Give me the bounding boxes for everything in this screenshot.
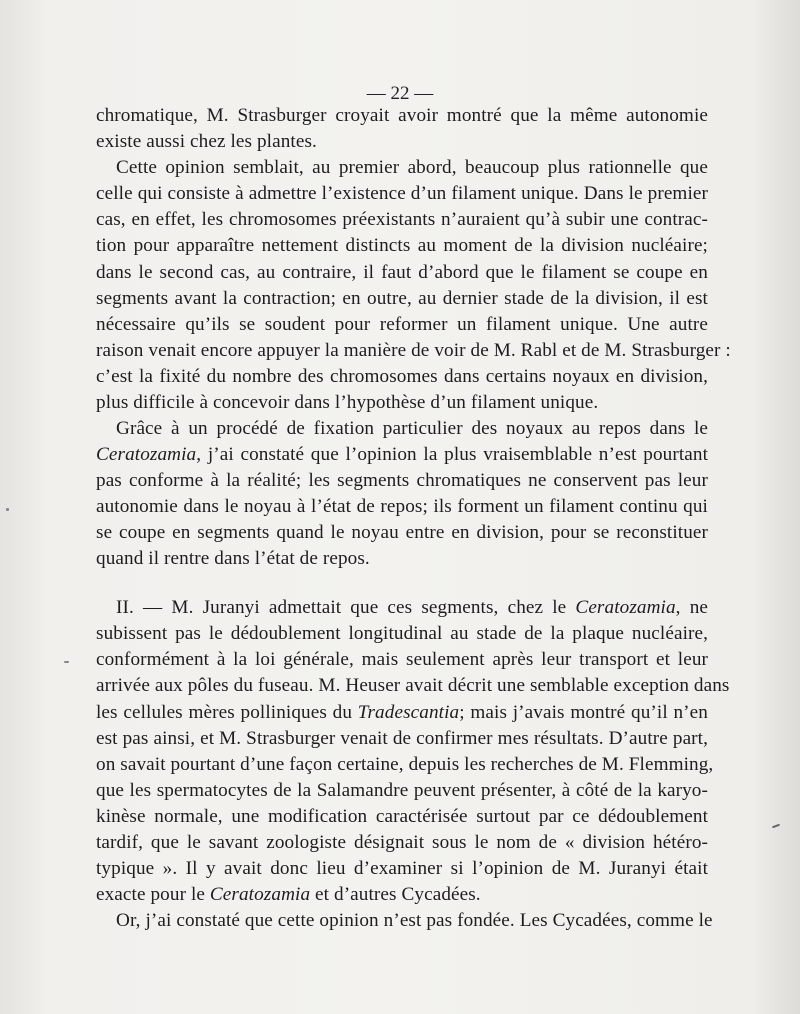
text-line [96,260,708,286]
text-line [96,233,708,259]
text-run: existe aussi chez les plantes. [96,131,317,152]
text-line [96,129,708,155]
text-run: on savait pourtant d’une façon certaine, depuis les recherches de M. Flemming, [96,754,714,775]
text-run: cas, en effet, les chromosomes préexistants n’auraient qu’à subir une contrac- [96,209,708,230]
text-run: nécessaire qu’ils se soudent pour reformer un filament unique. Une autre [96,314,708,335]
text-run: autonomie dans le noyau à l’état de repos; ils forment un filament continu qui [96,496,708,517]
text-line [96,595,708,621]
text-line [96,494,708,520]
text-line [96,673,730,699]
text-run: segments avant la contraction; en outre, au dernier stade de la division, il est [96,288,708,309]
text-run: que les spermatocytes de la Salamandre peuvent présenter, à côté de la karyo- [96,780,708,801]
text-run: dans le second cas, au contraire, il faut d’abord que le filament se coupe en [96,262,708,283]
text-line [96,830,708,856]
text-run: pas conforme à la réalité; les segments chromatiques ne conservent pas leur [96,470,708,491]
text-line [96,778,708,804]
text-run: raison venait encore appuyer la manière de voir de M. Rabl et de M. Strasburger : [96,340,731,361]
text-line [96,647,708,673]
text-line [96,416,708,442]
text-run: est pas ainsi, et M. Strasburger venait de confirmer mes résultats. D’autre part, [96,728,708,749]
page-number: — 22 — [366,83,434,104]
margin-mark [772,824,780,829]
text-line [96,882,708,908]
text-run: les cellules mères polliniques du [96,702,358,723]
text-run: subissent pas le dédoublement longitudinal au stade de la plaque nucléaire, [96,623,708,644]
text-run: exacte pour le [96,884,210,905]
text-run: se coupe en segments quand le noyau entre en division, pour se reconstituer [96,522,708,543]
text-line [96,155,708,181]
italic-term: Ceratozamia [209,884,311,905]
text-run: Cette opinion semblait, au premier abord, beaucoup plus rationnelle que [116,157,708,178]
margin-mark [64,661,69,663]
text-line [96,442,708,468]
margin-mark [6,508,9,511]
text-run: arrivée aux pôles du fuseau. M. Heuser avait décrit une semblable exception dans [96,675,730,696]
text-line [96,286,708,312]
text-run: Grâce à un procédé de fixation particulier des noyaux au repos dans le [116,418,708,439]
text-line [96,364,708,390]
italic-term: Tradescantia [357,702,460,723]
text-line [96,546,708,572]
text-line [96,621,708,647]
text-line [96,207,708,233]
italic-term: Ceratozamia [575,597,676,618]
text-line [96,468,708,494]
text-run: II. — M. Juranyi admettait que ces segments, chez le [116,597,576,618]
text-line [96,804,708,830]
text-run: plus difficile à concevoir dans l’hypothèse d’un filament unique. [96,392,599,413]
text-run: , ne [675,597,709,618]
text-run: et d’autres Cycadées. [310,884,481,905]
text-run: c’est la fixité du nombre des chromosomes dans certains noyaux en division, [96,366,708,387]
text-line [96,856,708,882]
text-line [96,520,708,546]
text-run: conformément à la loi générale, mais seulement après leur transport et leur [96,649,708,670]
text-run: kinèse normale, une modification caractérisée surtout par ce dédoublement [96,806,708,827]
text-line [96,181,708,207]
text-line [96,312,708,338]
text-run: , j’ai constaté que l’opinion la plus vraisemblable n’est pourtant [196,444,708,465]
text-line [96,908,713,934]
text-run: quand il rentre dans l’état de repos. [96,548,370,569]
text-run: tardif, que le savant zoologiste désignait sous le nom de « division hétéro- [96,832,708,853]
text-run: tion pour apparaître nettement distincts au moment de la division nucléaire; [96,235,708,256]
text-run: celle qui consiste à admettre l’existence d’un filament unique. Dans le premier [96,183,708,204]
italic-term: Ceratozamia [96,444,197,465]
text-run: chromatique, M. Strasburger croyait avoir montré que la même autonomie [96,105,708,126]
text-run: typique ». Il y avait donc lieu d’examiner si l’opinion de M. Juranyi était [96,858,708,879]
text-line [96,103,708,129]
text-line [96,390,708,416]
text-run: ; mais j’avais montré qu’il n’en [459,702,708,723]
text-line [96,700,708,726]
text-run: Or, j’ai constaté que cette opinion n’est pas fondée. Les Cycadées, comme le [116,910,713,931]
text-line [96,338,731,364]
text-line [96,752,714,778]
text-line [96,726,708,752]
